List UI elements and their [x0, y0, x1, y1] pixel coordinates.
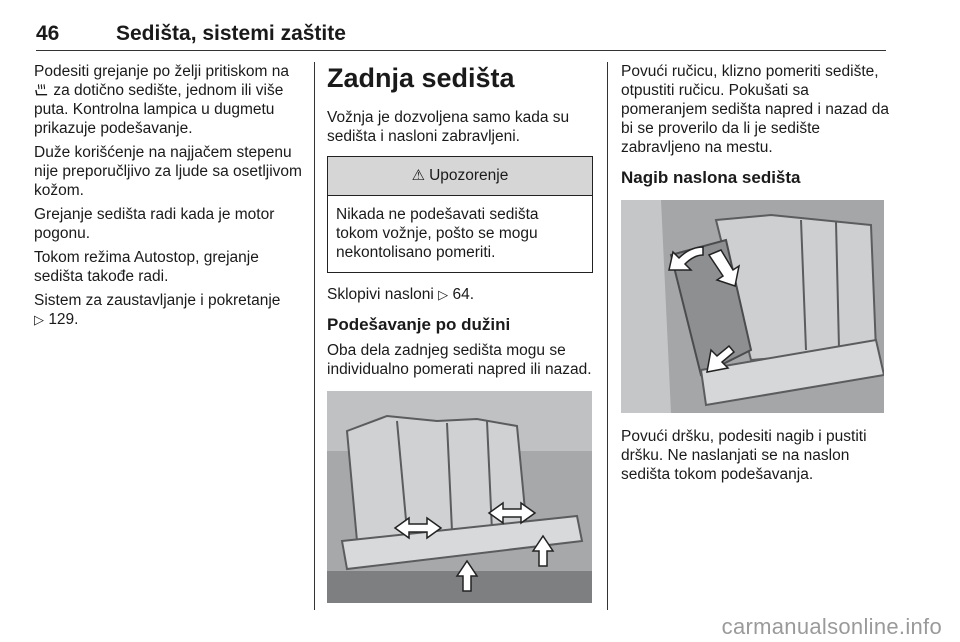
watermark: carmanualsonline.info [721, 614, 942, 639]
subsection-title: Podešavanje po dužini [327, 315, 511, 334]
page-header [36, 22, 886, 52]
column-divider [607, 62, 608, 610]
paragraph: Vožnja je dozvoljena samo kada su sedišta i nasloni zabravljeni. [327, 109, 570, 145]
column-right [621, 62, 889, 489]
warning-header: ⚠ Upozorenje [328, 157, 592, 196]
warning-box [327, 156, 593, 273]
rear-seat-slide-illustration [327, 391, 592, 603]
page-reference-link[interactable]: 129. [48, 311, 79, 328]
subsection-title: Nagib naslona sedišta [621, 168, 801, 187]
column-divider [314, 62, 315, 610]
paragraph: Duže korišćenje na najjačem stepenu nije preporučljivo za ljude sa osetljivom kožom. [34, 144, 302, 199]
paragraph: Grejanje sedišta radi kada je motor pogonu. [34, 206, 275, 242]
column-middle [327, 62, 595, 603]
paragraph: Sistem za zaustavljanje i pokretanje ▷ 129. [34, 292, 281, 328]
header-rule [36, 50, 886, 51]
page-reference-icon: ▷ [34, 312, 44, 327]
paragraph: Sklopivi nasloni ▷ 64. [327, 286, 475, 303]
paragraph: Oba dela zadnjeg sedišta mogu se individualno pomerati napred ili nazad. [327, 342, 592, 378]
seat-heating-icon [34, 83, 49, 97]
page-reference-icon: ▷ [438, 287, 449, 302]
section-title: Zadnja sedišta [327, 63, 515, 93]
page-title: Sedišta, sistemi zaštite [116, 22, 346, 45]
paragraph: Povući dršku, podesiti nagib i pustiti dršku. Ne naslanjati se na naslon sedišta tokom podešavanja. [621, 428, 867, 483]
paragraph: Povući ručicu, klizno pomeriti sedište, otpustiti ručicu. Pokušati sa pomeranjem sedišta napred i nazad da bi se proverilo da li je sedište zabravljeno na mestu. [621, 63, 889, 156]
warning-triangle-icon: ⚠ [411, 167, 426, 184]
column-left [34, 62, 302, 334]
page-reference-link[interactable]: 64. [452, 286, 475, 303]
warning-text: Nikada ne podešavati sedišta tokom vožnje, pošto se mogu nekontolisano pomeriti. [336, 206, 539, 261]
paragraph: Podesiti grejanje po želji pritiskom na za dotično sedište, jednom ili više puta. Kontrolna lampica u dugmetu prikazuje podešavanje. [34, 63, 290, 137]
paragraph: Tokom režima Autostop, grejanje sedišta takođe radi. [34, 249, 259, 285]
page-number: 46 [36, 22, 60, 45]
seat-backrest-recline-illustration [621, 200, 884, 413]
